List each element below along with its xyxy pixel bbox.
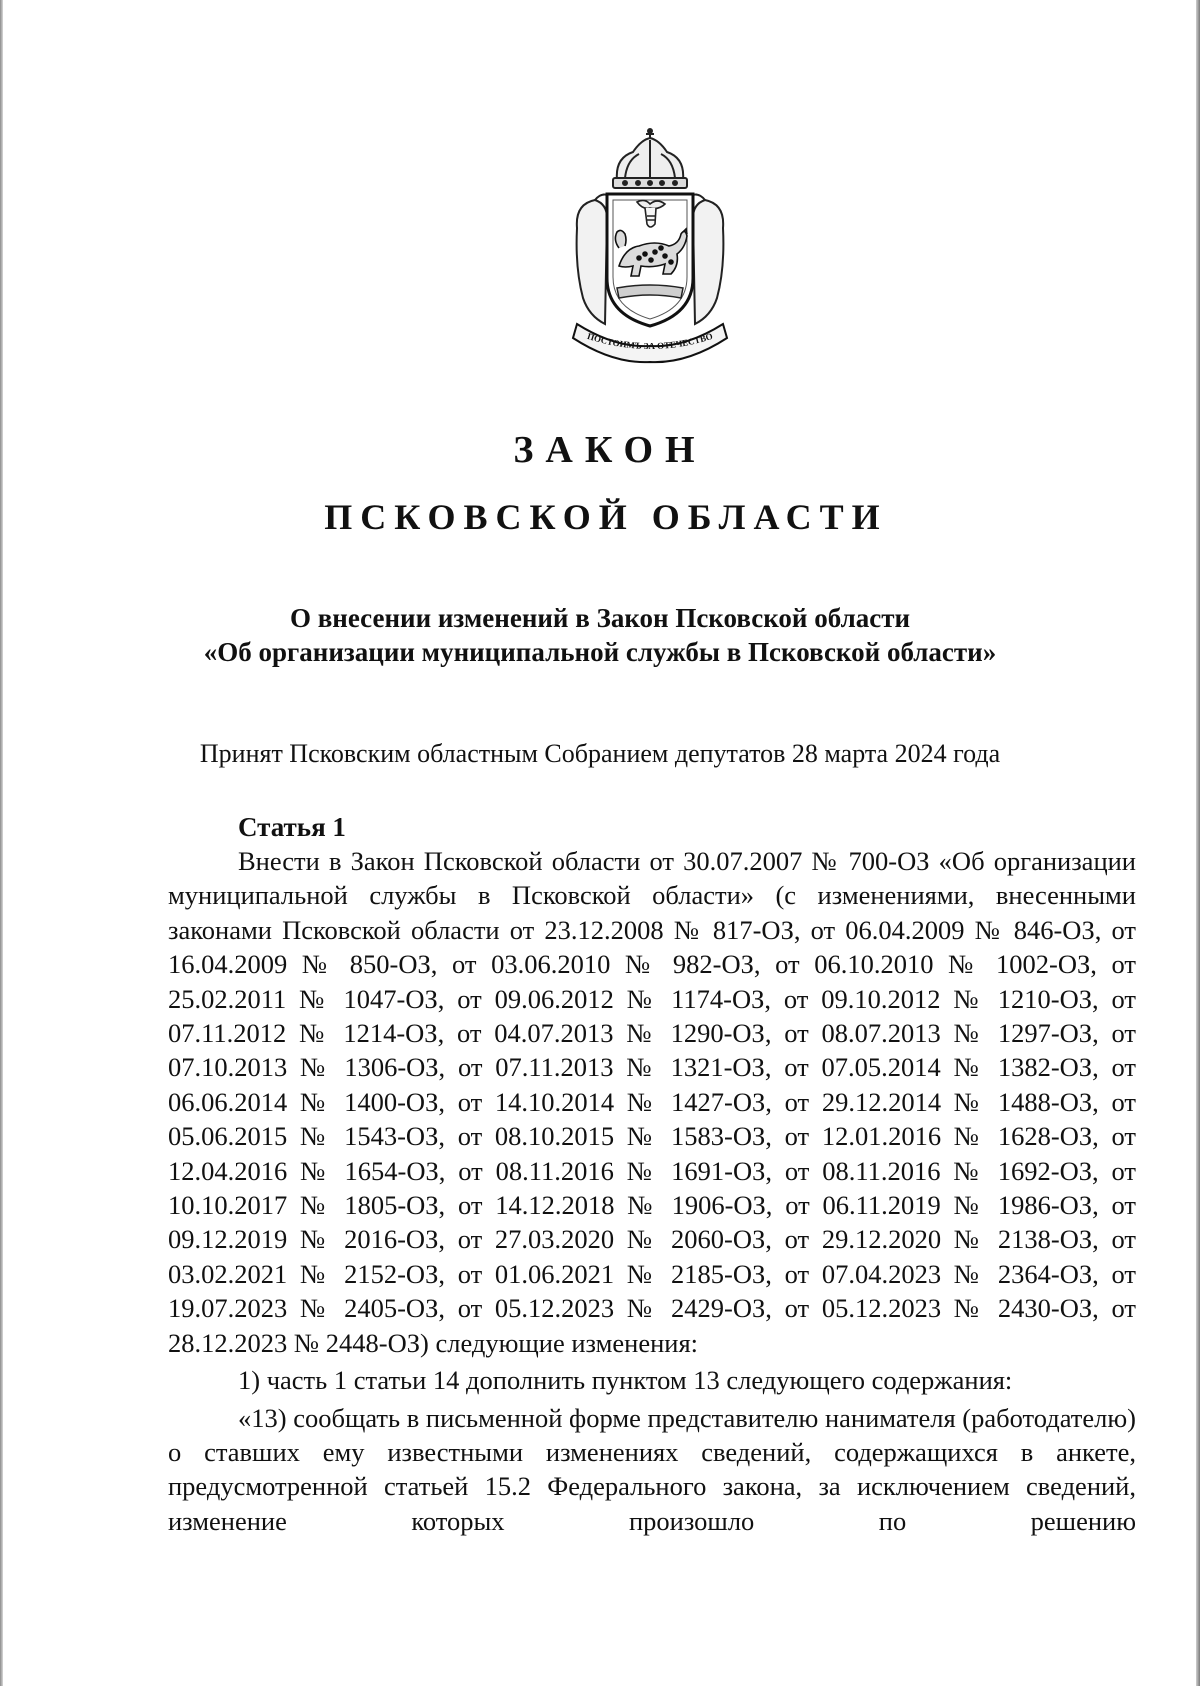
law-subject-line-1: О внесении изменений в Закон Псковской области <box>289 603 911 633</box>
law-subject <box>0 601 1200 669</box>
law-subject-line-2: «Об организации муниципальной службы в Псковской области» <box>203 637 997 667</box>
article-intro-paragraph: Внести в Закон Псковской области от 30.07.2007 № 700-ОЗ «Об организации муниципальной службы в Псковской области» (с изменениями, внесенными законами Псковской области от 23.12.2008 № 817-ОЗ, от 06.04.2009 № 846-ОЗ, от 16.04.2009 № 850-ОЗ, от 03.06.2010 № 982-ОЗ, от 06.10.2010 № 1002-ОЗ, от 25.02.2011 № 1047-ОЗ, от 09.06.2012 № 1174-ОЗ, от 09.10.2012 № 1210-ОЗ, от 07.11.2012 № 1214-ОЗ, от 04.07.2013 № 1290-ОЗ, от 08.07.2013 № 1297-ОЗ, от 07.10.2013 № 1306-ОЗ, от 07.11.2013 № 1321-ОЗ, от 07.05.2014 № 1382-ОЗ, от 06.06.2014 № 1400-ОЗ, от 14.10.2014 № 1427-ОЗ, от 29.12.2014 № 1488-ОЗ, от 05.06.2015 № 1543-ОЗ, от 08.10.2015 № 1583-ОЗ, от 12.01.2016 № 1628-ОЗ, от 12.04.2016 № 1654-ОЗ, от 08.11.2016 № 1691-ОЗ, от 08.11.2016 № 1692-ОЗ, от 10.10.2017 № 1805-ОЗ, от 14.12.2018 № 1906-ОЗ, от 06.11.2019 № 1986-ОЗ, от 09.12.2019 № 2016-ОЗ, от 27.03.2020 № 2060-ОЗ, от 29.12.2020 № 2138-ОЗ, от 03.02.2021 № 2152-ОЗ, от 01.06.2021 № 2185-ОЗ, от 07.04.2023 № 2364-ОЗ, от 19.07.2023 № 2405-ОЗ, от 05.12.2023 № 2429-ОЗ, от 05.12.2023 № 2430-ОЗ, от 28.12.2023 № 2448-ОЗ) следующие изменения: <box>168 846 1136 1358</box>
scan-edge-right <box>1196 0 1200 1686</box>
pskov-oblast-coat-of-arms-icon <box>555 128 745 364</box>
law-title: ЗАКОН <box>513 429 707 471</box>
article-item-1: 1) часть 1 статьи 14 дополнить пунктом 13 следующего содержания: <box>238 1365 1013 1396</box>
article-body <box>168 844 1136 1538</box>
emblem-motto: ПОСТОИМЪ ЗА ОТЕЧЕСТВО <box>586 330 714 352</box>
scan-edge-left <box>0 0 3 1686</box>
adoption-statement: Принят Псковским областным Собранием депутатов 28 марта 2024 года <box>199 739 1001 768</box>
article-heading: Статья 1 <box>238 812 346 842</box>
article-quote-paragraph: «13) сообщать в письменной форме представителю нанимателя (работодателю) о ставших ему известными изменениях сведений, содержащихся в анкете, предусмотренной статьей 15.2 Федерального закона, за исключением сведений, изменение которых произошло по решению <box>168 1402 1136 1536</box>
region-title: ПСКОВСКОЙ ОБЛАСТИ <box>324 497 888 537</box>
